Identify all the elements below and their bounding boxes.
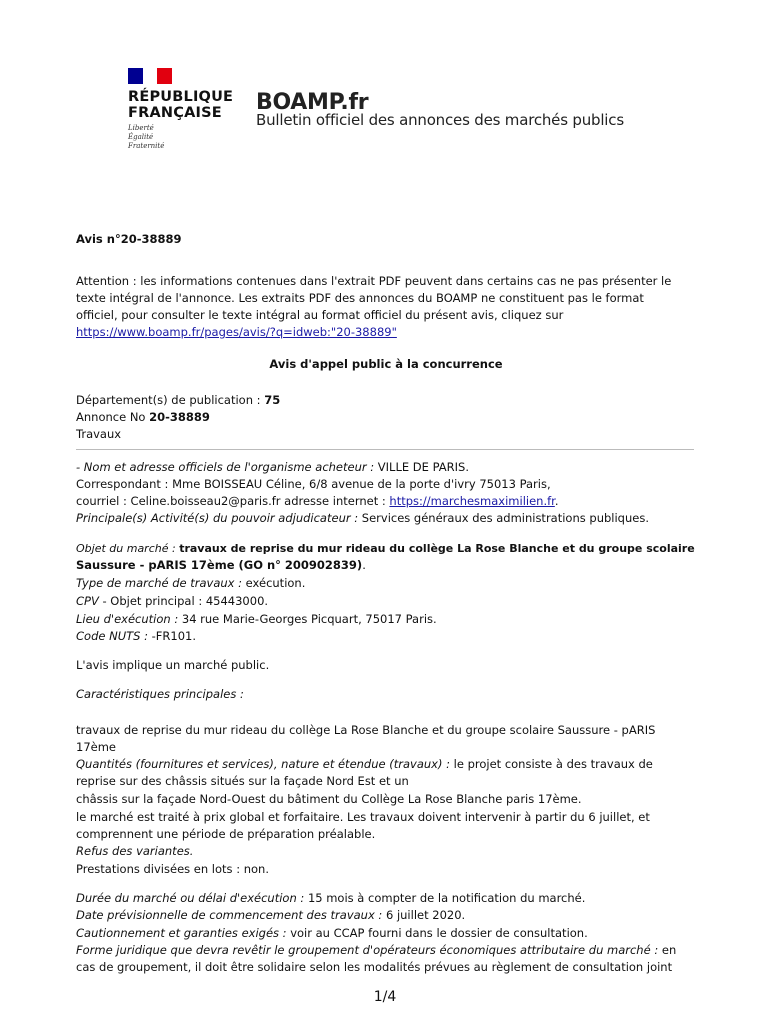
courriel-line: courriel : Celine.boisseau2@paris.fr adresse internet : https://marchesmaximilien.fr. (76, 494, 559, 508)
quantites-line: Quantités (fournitures et services), nature et étendue (travaux) : le projet consiste à des travaux de (76, 757, 653, 771)
objet-line-1: Objet du marché : travaux de reprise du mur rideau du collège La Rose Blanche et du groupe scolaire (76, 542, 695, 555)
page-number: 1/4 (373, 989, 397, 1005)
avis-implique: L'avis implique un marché public. (76, 658, 270, 672)
marianne-flag-logo (128, 68, 172, 84)
cautionnement-line: Cautionnement et garanties exigés : voir au CCAP fourni dans le dossier de consultation. (76, 926, 588, 940)
objet-line-2: Saussure - pARIS 17ème (GO n° 200902839). (76, 558, 366, 572)
forme-juridique-line: Forme juridique que devra revêtir le groupement d'opérateurs économiques attributaire du marché : en (76, 943, 677, 957)
refus-variantes: Refus des variantes. (76, 844, 194, 858)
republique-francaise-logo-text: RÉPUBLIQUE FRANÇAISE (128, 89, 234, 121)
date-line: Date prévisionnelle de commencement des travaux : 6 juillet 2020. (76, 908, 466, 922)
type-marche-line: Type de marché de travaux : exécution. (76, 576, 306, 590)
caracteristiques-heading: Caractéristiques principales : (76, 687, 244, 701)
attention-line-3: officiel, pour consulter le texte intégral au format officiel du présent avis, cliquez sur (76, 308, 564, 322)
lieu-line: Lieu d'exécution : 34 rue Marie-Georges Picquart, 75017 Paris. (76, 612, 437, 626)
boamp-avis-link[interactable]: https://www.boamp.fr/pages/avis/?q=idweb:"20-38889" (76, 325, 397, 339)
duree-line: Durée du marché ou délai d'exécution : 15 mois à compter de la notification du marché. (76, 891, 586, 905)
boamp-subtitle: Bulletin officiel des annonces des marchés publics (256, 111, 624, 129)
marches-link[interactable]: https://marchesmaximilien.fr (389, 494, 555, 508)
organisme-line: - Nom et adresse officiels de l'organisme acheteur : VILLE DE PARIS. (76, 460, 469, 474)
reprise-line: reprise sur des châssis situés sur la façade Nord Est et un (76, 774, 409, 788)
marche-line-2: comprennent une période de préparation préalable. (76, 827, 376, 841)
section-title: Avis d'appel public à la concurrence (269, 357, 503, 371)
avis-number: Avis n°20-38889 (76, 232, 182, 246)
prestations-lots: Prestations divisées en lots : non. (76, 862, 269, 876)
attention-line-1: Attention : les informations contenues dans l'extrait PDF peuvent dans certains cas ne pas présenter le (76, 274, 672, 288)
annonce-line: Annonce No 20-38889 (76, 410, 210, 424)
carac-line-1: travaux de reprise du mur rideau du collège La Rose Blanche et du groupe scolaire Saussure - pARIS (76, 723, 656, 737)
correspondant-line: Correspondant : Mme BOISSEAU Céline, 6/8 avenue de la porte d'ivry 75013 Paris, (76, 477, 551, 491)
republic-motto: Liberté Égalité Fraternité (128, 124, 165, 150)
activite-line: Principale(s) Activité(s) du pouvoir adjudicateur : Services généraux des administrations publiques. (76, 511, 649, 525)
cpv-line: CPV - Objet principal : 45443000. (76, 594, 269, 608)
chassis-line: châssis sur la façade Nord-Ouest du bâtiment du Collège La Rose Blanche paris 17ème. (76, 792, 582, 806)
forme-juridique-line-2: cas de groupement, il doit être solidaire selon les modalités prévues au règlement de consultation joint (76, 960, 673, 974)
nuts-line: Code NUTS : -FR101. (76, 629, 197, 643)
attention-line-2: texte intégral de l'annonce. Les extraits PDF des annonces du BOAMP ne constituent pas le format (76, 291, 644, 305)
departement-line: Département(s) de publication : 75 (76, 393, 281, 407)
type-line: Travaux (76, 427, 122, 441)
boamp-brand: BOAMP.fr (256, 90, 369, 115)
attention-link-line (76, 324, 696, 341)
carac-line-2: 17ème (76, 740, 116, 754)
marche-line-1: le marché est traité à prix global et forfaitaire. Les travaux doivent intervenir à partir du 6 juillet, et (76, 810, 650, 824)
separator (76, 449, 694, 450)
